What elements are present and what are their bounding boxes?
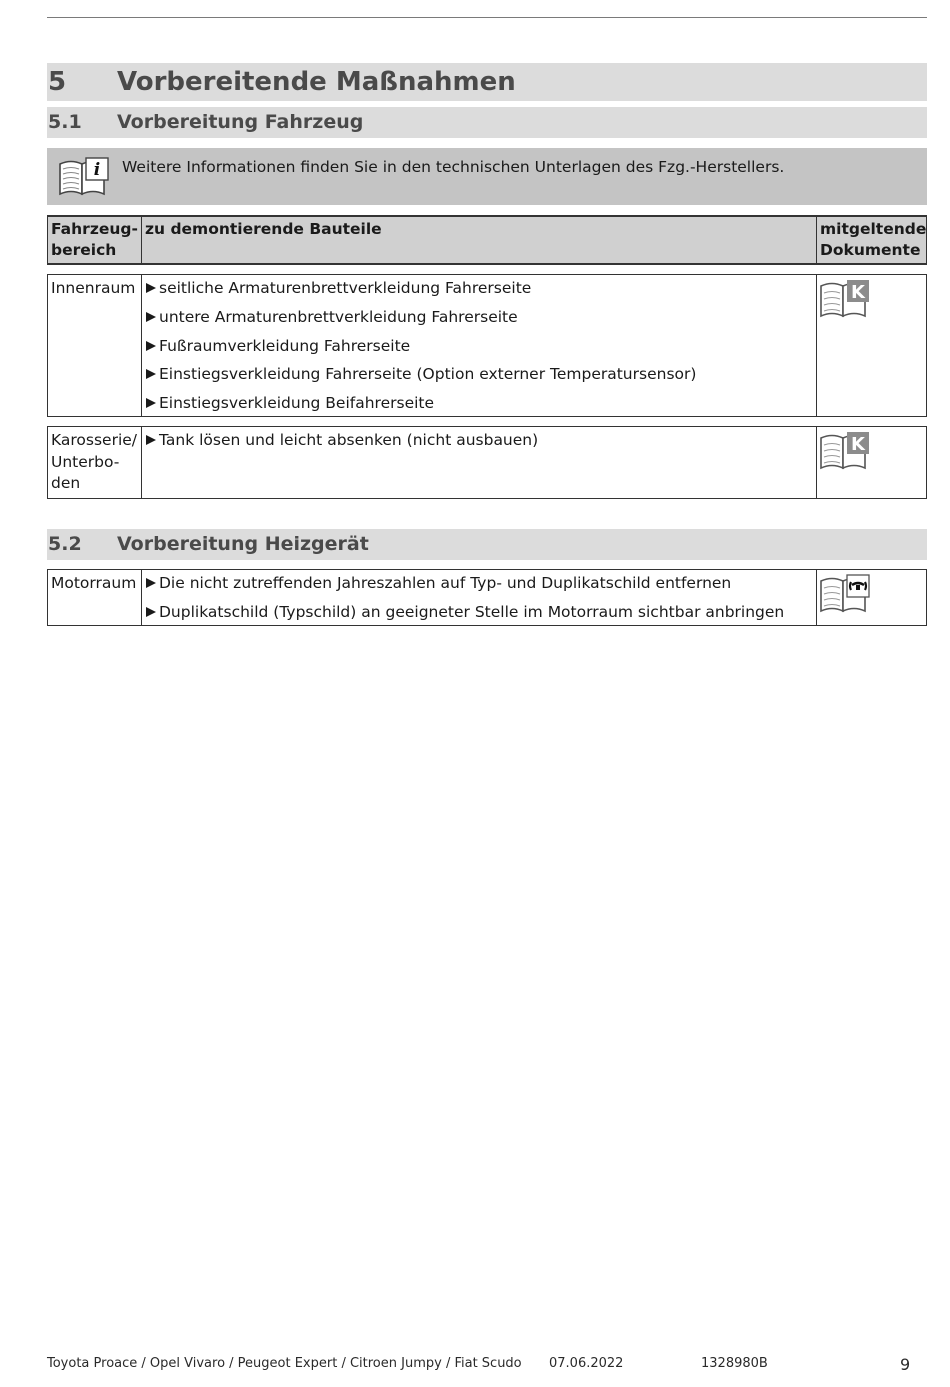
list-item: Einstiegsverkleidung Beifahrerseite xyxy=(146,393,812,414)
bullet-triangle-icon xyxy=(146,283,156,293)
docs-cell xyxy=(817,275,927,417)
bullet-triangle-icon xyxy=(146,341,156,351)
section-title: Vorbereitung Fahrzeug xyxy=(117,111,364,133)
bullet-triangle-icon xyxy=(146,578,156,588)
info-text: Weitere Informationen finden Sie in den technischen Unterlagen des Fzg.-Herstellers. xyxy=(122,158,785,176)
svg-text:K: K xyxy=(851,434,865,455)
list-item: seitliche Armaturenbrettverkleidung Fahrerseite xyxy=(146,278,812,299)
book-info-icon xyxy=(58,156,110,198)
book-k-icon xyxy=(819,430,871,472)
footer-doc-number: 1328980B xyxy=(701,1356,768,1371)
svg-text:i: i xyxy=(93,160,101,180)
chapter-heading xyxy=(47,63,927,101)
table-row xyxy=(48,275,927,417)
book-heater-icon xyxy=(819,573,871,615)
table-row xyxy=(48,427,927,499)
section-number: 5.1 xyxy=(48,111,82,133)
parts-table-row-karosserie xyxy=(47,426,927,499)
footer-vehicles: Toyota Proace / Opel Vivaro / Peugeot Expert / Citroen Jumpy / Fiat Scudo xyxy=(47,1356,522,1371)
docs-cell xyxy=(817,427,927,499)
bullet-triangle-icon xyxy=(146,435,156,445)
top-divider xyxy=(47,17,927,18)
parts-cell xyxy=(142,427,817,499)
info-note xyxy=(47,148,927,205)
parts-table-row-innenraum xyxy=(47,274,927,417)
section-title: Vorbereitung Heizgerät xyxy=(117,533,369,555)
header-parts: zu demontierende Bauteile xyxy=(142,216,817,264)
bullet-triangle-icon xyxy=(146,369,156,379)
list-item: Einstiegsverkleidung Fahrerseite (Option externer Temperatursensor) xyxy=(146,364,812,385)
docs-cell xyxy=(817,570,927,626)
section-number: 5.2 xyxy=(48,533,82,555)
list-item: Fußraumverkleidung Fahrerseite xyxy=(146,336,812,357)
header-area: Fahrzeug- bereich xyxy=(48,216,142,264)
header-docs: mitgeltende Dokumente xyxy=(817,216,927,264)
chapter-title: Vorbereitende Maßnahmen xyxy=(117,67,516,97)
book-k-icon xyxy=(819,278,871,320)
svg-text:K: K xyxy=(851,282,865,303)
area-cell: Karosserie/ Unterbo- den xyxy=(48,427,142,499)
area-cell: Innenraum xyxy=(48,275,142,417)
section-heading-5-2 xyxy=(47,529,927,560)
bullet-triangle-icon xyxy=(146,398,156,408)
bullet-triangle-icon xyxy=(146,312,156,322)
parts-cell xyxy=(142,570,817,626)
parts-table-header xyxy=(47,215,927,265)
list-item: Die nicht zutreffenden Jahreszahlen auf Typ- und Duplikatschild entfernen xyxy=(146,573,812,594)
section-heading-5-1 xyxy=(47,107,927,138)
list-item: Tank lösen und leicht absenken (nicht ausbauen) xyxy=(146,430,812,451)
list-item: untere Armaturenbrettverkleidung Fahrerseite xyxy=(146,307,812,328)
list-item: Duplikatschild (Typschild) an geeigneter Stelle im Motorraum sichtbar anbringen xyxy=(146,602,812,623)
table-row xyxy=(48,570,927,626)
chapter-number: 5 xyxy=(48,67,67,97)
parts-cell xyxy=(142,275,817,417)
footer-date: 07.06.2022 xyxy=(549,1356,624,1371)
bullet-triangle-icon xyxy=(146,607,156,617)
page-number: 9 xyxy=(900,1355,911,1374)
area-cell: Motorraum xyxy=(48,570,142,626)
heater-table-row-motorraum xyxy=(47,569,927,626)
